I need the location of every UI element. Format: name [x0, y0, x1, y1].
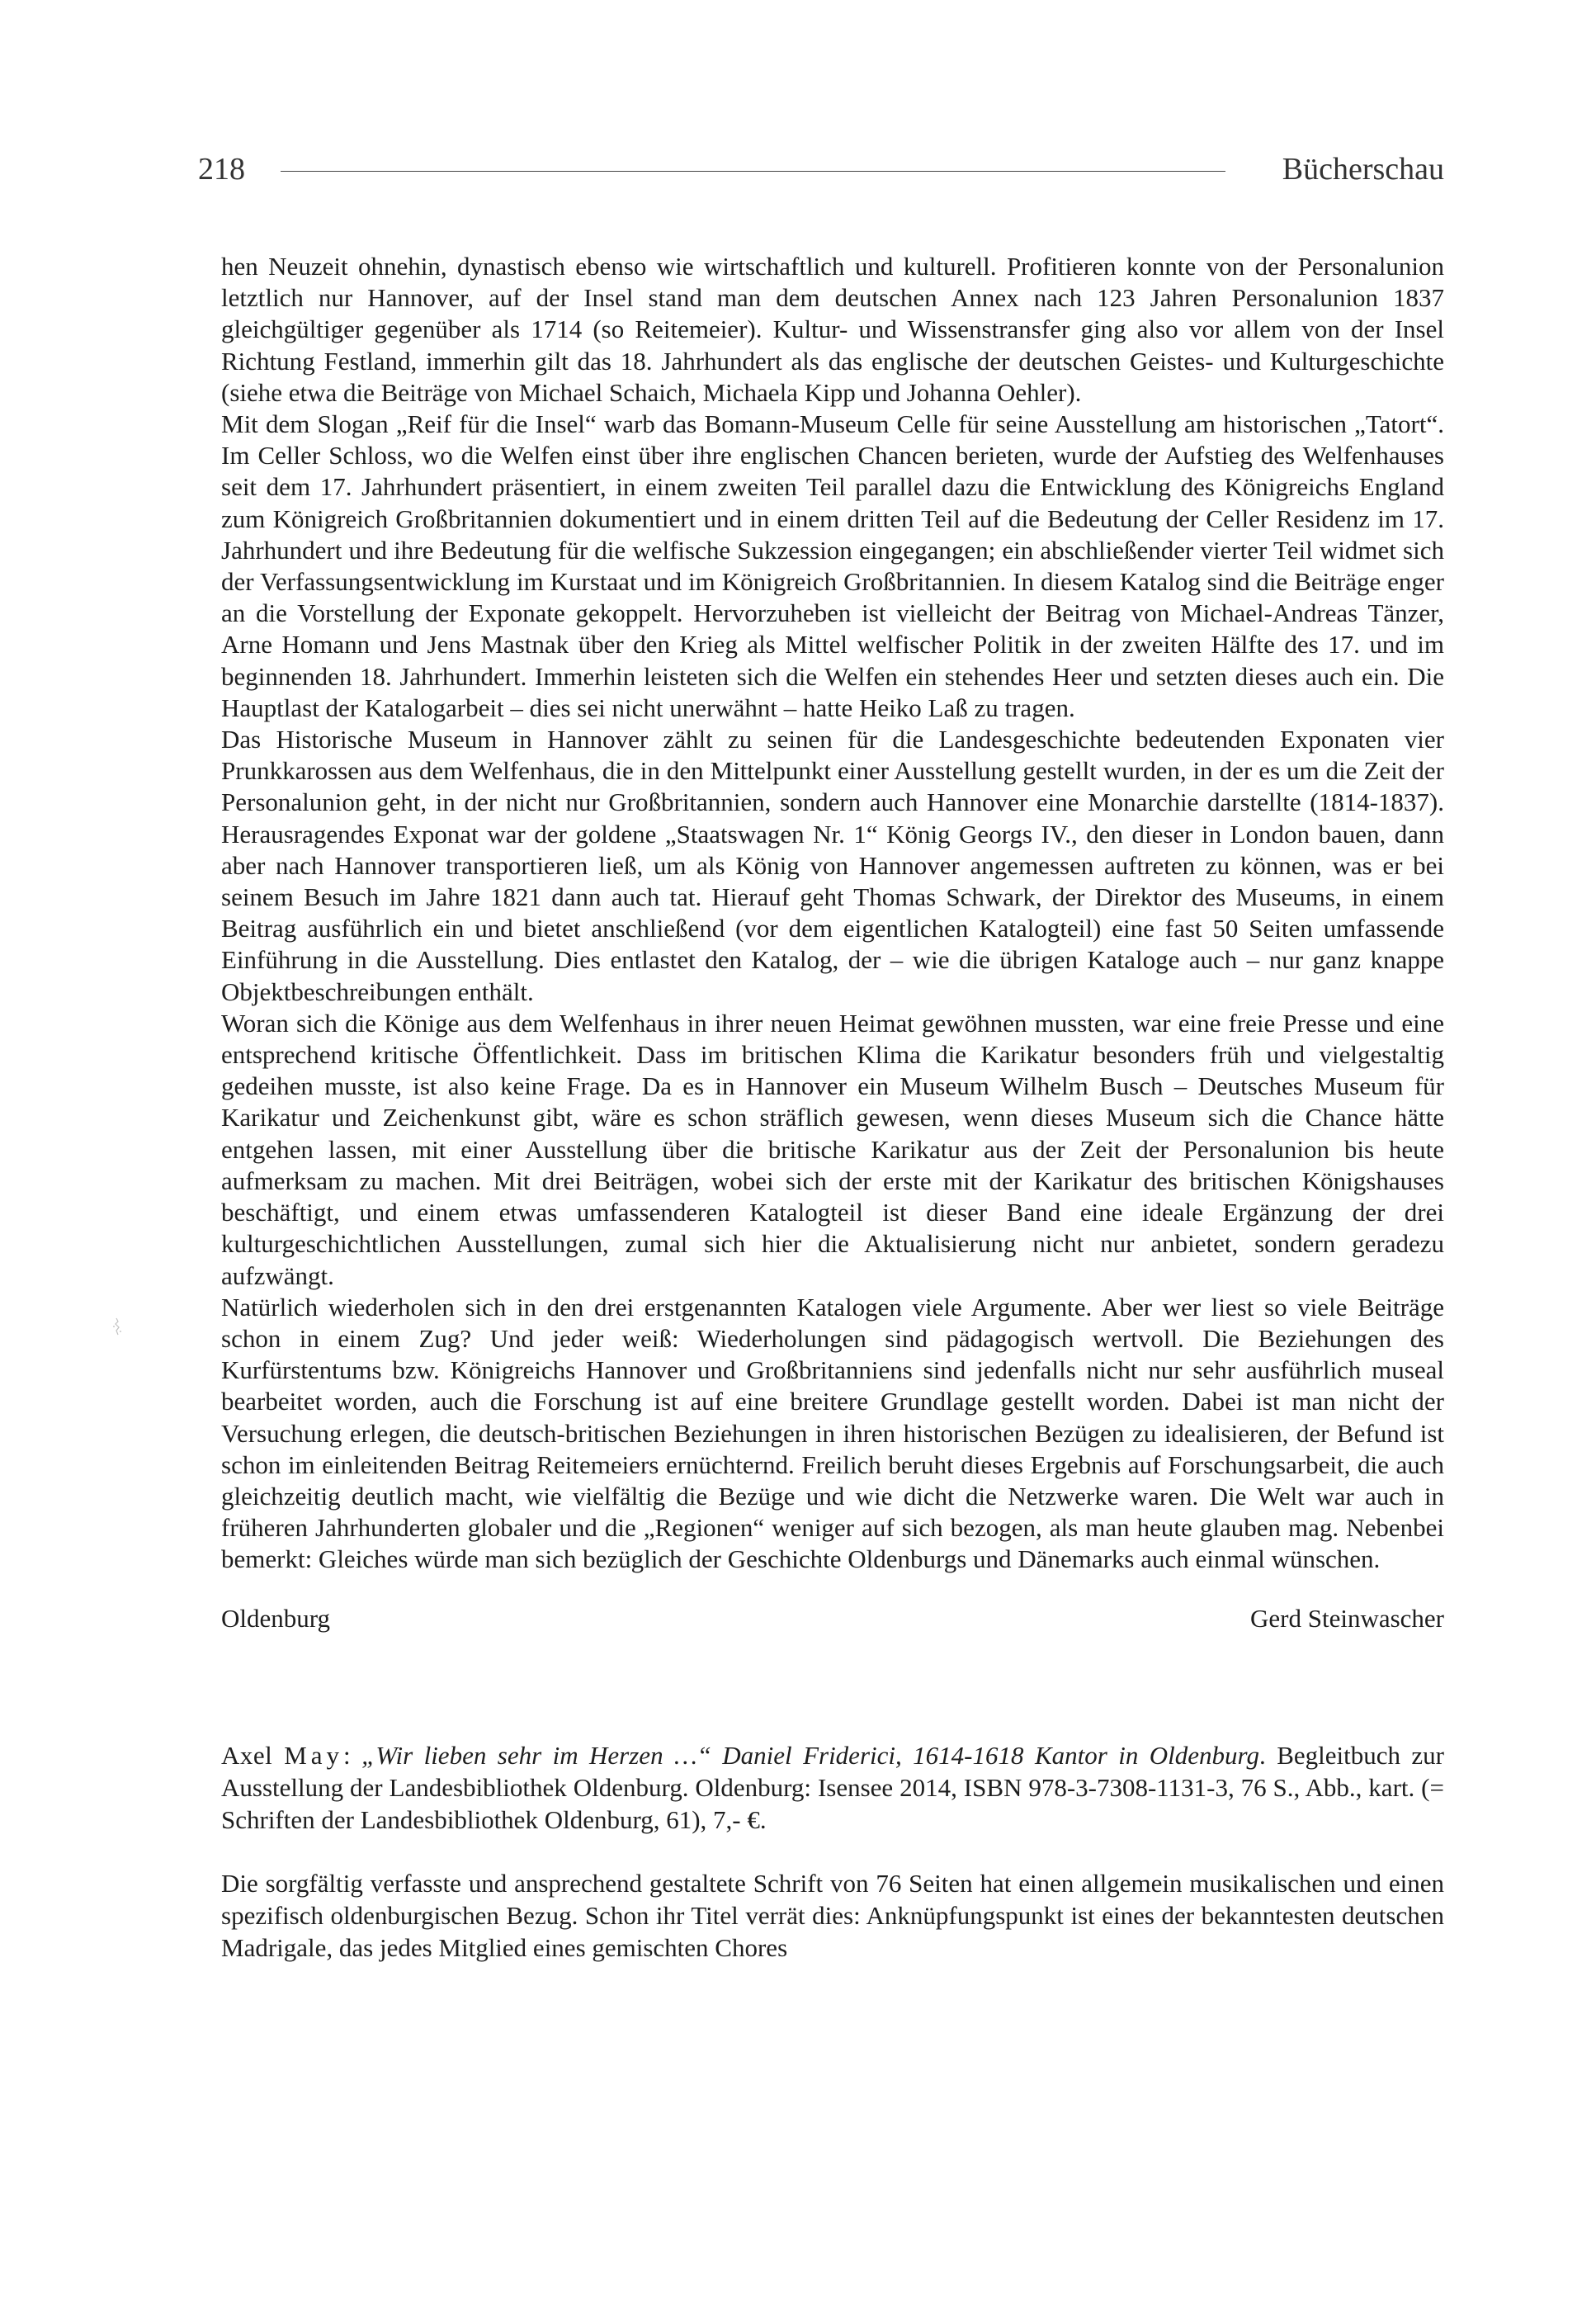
section-title: Bücherschau: [1282, 152, 1444, 187]
page-body: [221, 251, 1444, 1964]
page-number: 218: [198, 152, 245, 187]
scan-speck-icon: [110, 1317, 125, 1338]
review-paragraph-3: Das Historische Museum in Hannover zählt zu seinen für die Landesgeschichte bedeutenden Exponaten vier Prunkkarossen aus dem Welfenhaus, die in den Mittelpunkt einer Ausstellung gestellt wurden, in der es um die Zeit der Personalunion geht, in der nicht nur Großbritannien, sondern auch Hannover eine Monarchie darstellte (1814-1837). Herausragendes Exponat war der goldene „Staatswagen Nr. 1“ König Georgs IV., den dieser in London bauen, dann aber nach Hannover transportieren ließ, um als König von Hannover angemessen auftreten zu können, was er bei seinem Besuch im Jahre 1821 dann auch tat. Hierauf geht Thomas Schwark, der Direktor des Museums, in einem Beitrag ausführlich ein und bietet anschließend (vor dem eigentlichen Katalogteil) eine fast 50 Seiten umfassende Einführung in die Ausstellung. Dies entlastet den Katalog, der – wie die übrigen Kataloge auch – nur ganz knappe Objektbeschreibungen enthält.: [221, 725, 1444, 1006]
review-paragraph-2: Mit dem Slogan „Reif für die Insel“ warb das Bomann-Museum Celle für seine Ausstellung am historischen „Tatort“. Im Celler Schloss, wo die Welfen einst über ihre englischen Chancen berieten, wurde der Aufstieg des Welfenhauses seit dem 17. Jahrhundert präsentiert, in einem zweiten Teil parallel dazu die Entwicklung des Königreichs England zum Königreich Großbritannien dokumentiert und in einem dritten Teil auf die Bedeutung der Celler Residenz im 17. Jahrhundert und ihre Bedeutung für die welfische Sukzession eingegangen; ein abschließender vierter Teil widmet sich der Verfassungsentwicklung im Kurstaat und im Königreich Großbritannien. In diesem Katalog sind die Beiträge enger an die Vorstellung der Exponate gekoppelt. Hervorzuheben ist vielleicht der Beitrag von Michael-Andreas Tänzer, Arne Homann und Jens Mastnak über den Krieg als Mittel welfischer Politik in der zweiten Hälfte des 17. und im beginnenden 18. Jahrhundert. Immerhin leisteten sich die Welfen ein stehendes Heer und setzten dieses auch ein. Die Hauptlast der Katalogarbeit – dies sei nicht unerwähnt – hatte Heiko Laß zu tragen.: [221, 409, 1444, 722]
signature-reviewer: Gerd Steinwascher: [1250, 1603, 1444, 1633]
book-citation: Axel May: „Wir lieben sehr im Herzen …“ Daniel Friderici, 1614-1618 Kantor in Oldenburg. Begleitbuch zur Ausstellung der Landesbibliothek Oldenburg. Oldenburg: Isensee 2014, ISBN 978-3-7308-1131-3, 76 S., Abb., kart. (= Schriften der Landesbibliothek Oldenburg, 61), 7,- €.: [221, 1740, 1445, 1834]
review2-paragraph-1: Die sorgfältig verfasste und ansprechend gestaltete Schrift von 76 Seiten hat einen allgemein musikalischen und einen spezifisch oldenburgischen Bezug. Schon ihr Titel verrät dies: Anknüpfungspunkt ist eines der bekanntesten deutschen Madrigale, das jedes Mitglied eines gemischten Chores: [221, 1868, 1444, 1962]
review-paragraph-5: Natürlich wiederholen sich in den drei erstgenannten Katalogen viele Argumente. Aber wer liest so viele Beiträge schon in einem Zug? Und jeder weiß: Wiederholungen sind pädagogisch wertvoll. Die Beziehungen des Kurfürstentums bzw. Königreichs Hannover und Großbritanniens sind jedenfalls nicht nur sehr ausführlich museal bearbeitet worden, auch die Forschung ist auf eine breitere Grundlage gestellt worden. Dabei ist man nicht der Versuchung erlegen, die deutsch-britischen Beziehungen in ihren historischen Bezügen zu idealisieren, der Befund ist schon im einleitenden Beitrag Reitemeiers ernüchternd. Freilich beruht dieses Ergebnis auf Forschungsarbeit, die auch gleichzeitig deutlich macht, wie vielfältig die Bezüge und wie dicht die Netzwerke waren. Die Welt war auch in früheren Jahrhunderten globaler und die „Regionen“ weniger auf sich bezogen, als man heute glauben mag. Nebenbei bemerkt: Gleiches würde man sich bezüglich der Geschichte Oldenburgs und Dänemarks auch einmal wünschen.: [221, 1292, 1444, 1574]
header-rule: [281, 171, 1225, 172]
citation-details: Begleitbuch zur Ausstellung der Landesbibliothek Oldenburg. Oldenburg: Isensee 2014, ISBN 978-3-7308-1131-3, 76 S., Abb., kart. (= Schriften der Landesbibliothek Oldenburg, 61), 7,- €.: [221, 1740, 1445, 1834]
review-paragraph-4: Woran sich die Könige aus dem Welfenhaus in ihrer neuen Heimat gewöhnen mussten, war eine freie Presse und eine entsprechend kritische Öffentlichkeit. Dass im britischen Klima die Karikatur besonders früh und vielgestaltig gedeihen musste, ist also keine Frage. Da es in Hannover ein Museum Wilhelm Busch – Deutsches Museum für Karikatur und Zeichenkunst gibt, wäre es schon sträflich gewesen, wenn dieses Museum sich die Chance hätte entgehen lassen, mit einer Ausstellung über die britische Karikatur aus der Zeit der Personalunion bis heute aufmerksam zu machen. Mit drei Beiträgen, wobei sich der erste mit der Karikatur des britischen Königshauses beschäftigt, und einem etwas umfassenderen Katalogteil ist dieser Band eine ideale Ergänzung der drei kulturgeschichtlichen Ausstellungen, zumal sich hier die Aktualisierung nicht nur anbietet, sondern geradezu aufzwängt.: [221, 1008, 1444, 1290]
review-signature: [221, 1603, 1444, 1634]
running-header: [198, 149, 1444, 190]
citation-author-first: Axel: [221, 1740, 273, 1770]
citation-author-last: May: [284, 1740, 344, 1770]
citation-author: [221, 1741, 343, 1770]
review-paragraph-1: hen Neuzeit ohnehin, dynastisch ebenso wie wirtschaftlich und kulturell. Profitieren konnte von der Personalunion letztlich nur Hannover, auf der Insel stand man dem deutschen Annex nach 123 Jahren Personalunion 1837 gleichgültiger gegenüber als 1714 (so Reitemeier). Kultur- und Wissenstransfer ging also vor allem von der Insel Richtung Festland, immerhin gilt das 18. Jahrhundert als das englische der deutschen Geistes- und Kulturgeschichte (siehe etwa die Beiträge von Michael Schaich, Michaela Kipp und Johanna Oehler).: [221, 252, 1444, 407]
citation-title: „Wir lieben sehr im Herzen …“ Daniel Friderici, 1614-1618 Kantor in Oldenburg: [361, 1740, 1259, 1770]
signature-place: Oldenburg: [221, 1603, 331, 1633]
